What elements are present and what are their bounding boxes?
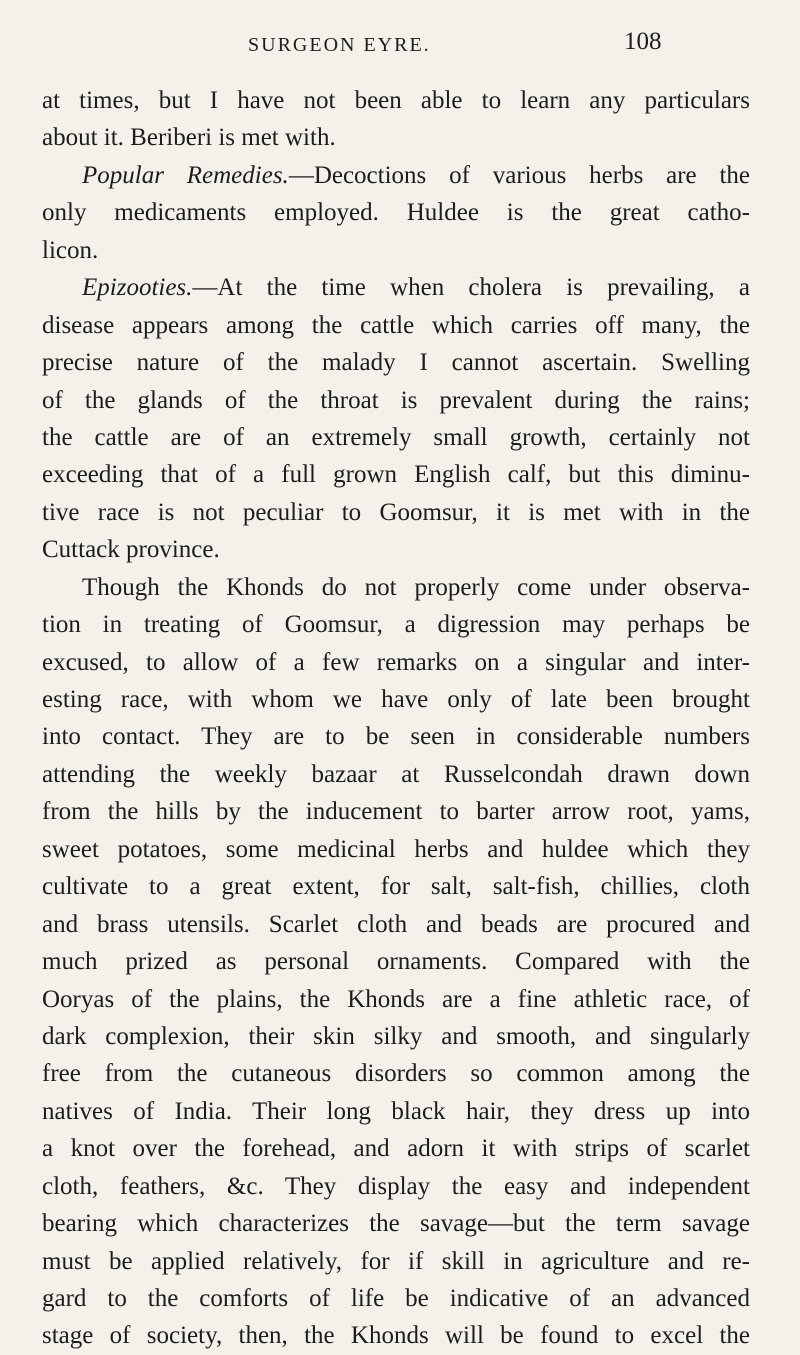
line-text: about it. Beriberi is met with.	[42, 124, 336, 152]
line-text: —At the time when cholera is prevailing, a	[192, 274, 750, 302]
text-line	[42, 943, 750, 980]
line-text: bearing which characterizes the savage—but the term savage	[42, 1210, 750, 1238]
text-line	[42, 1055, 750, 1092]
text-line	[42, 793, 750, 830]
section-heading: Popular Remedies.	[82, 161, 289, 189]
text-line	[42, 1243, 750, 1280]
text-line	[42, 606, 750, 643]
text-line	[42, 119, 750, 156]
line-text: stage of society, then, the Khonds will be found to excel the	[42, 1322, 750, 1350]
line-text: attending the weekly bazaar at Russelcondah drawn down	[42, 760, 750, 788]
text-line	[42, 82, 750, 119]
line-text: a knot over the forehead, and adorn it with strips of scarlet	[42, 1135, 750, 1163]
text-line	[42, 494, 750, 531]
line-text: much prized as personal ornaments. Compared with the	[42, 948, 750, 976]
text-line	[42, 681, 750, 718]
text-line	[42, 831, 750, 868]
text-line	[42, 981, 750, 1018]
line-text: Ooryas of the plains, the Khonds are a fine athletic race, of	[42, 985, 750, 1013]
page-number: 108	[624, 28, 662, 55]
text-line	[42, 1018, 750, 1055]
line-text: must be applied relatively, for if skill in agriculture and re-	[42, 1247, 750, 1275]
line-text: of the glands of the throat is prevalent during the rains;	[42, 386, 750, 414]
text-line	[42, 269, 750, 306]
text-line	[42, 868, 750, 905]
line-text: Though the Khonds do not properly come under observa-	[82, 573, 750, 601]
line-text: sweet potatoes, some medicinal herbs and huldee which they	[42, 835, 750, 863]
text-line	[42, 1130, 750, 1167]
line-text: —Decoctions of various herbs are the	[288, 161, 750, 189]
line-text: excused, to allow of a few remarks on a singular and inter-	[42, 648, 750, 676]
text-line	[42, 157, 750, 194]
text-line	[42, 1280, 750, 1317]
text-line	[42, 344, 750, 381]
text-line	[42, 644, 750, 681]
section-heading: Epizooties.	[82, 274, 193, 302]
text-line	[42, 1317, 750, 1354]
line-text: cultivate to a great extent, for salt, salt-fish, chillies, cloth	[42, 873, 750, 901]
text-line	[42, 756, 750, 793]
text-line	[42, 1205, 750, 1242]
line-text: gard to the comforts of life be indicative of an advanced	[42, 1285, 750, 1312]
running-title: SURGEON EYRE.	[248, 34, 431, 56]
running-header	[0, 28, 800, 68]
line-text: only medicaments employed. Huldee is the great catho-	[42, 199, 750, 227]
line-text: exceeding that of a full grown English calf, but this diminu-	[42, 461, 750, 489]
line-text: the cattle are of an extremely small growth, certainly not	[42, 423, 750, 451]
text-line	[42, 906, 750, 943]
line-text: at times, but I have not been able to learn any particulars	[42, 87, 750, 114]
text-line	[42, 456, 750, 493]
line-text: cloth, feathers, &c. They display the easy and independent	[42, 1172, 750, 1200]
line-text: and brass utensils. Scarlet cloth and beads are procured and	[42, 910, 750, 938]
line-text: precise nature of the malady I cannot ascertain. Swelling	[42, 349, 750, 377]
text-line	[42, 569, 750, 606]
text-line	[42, 718, 750, 755]
text-line	[42, 194, 750, 231]
text-line	[42, 531, 750, 568]
line-text: Cuttack province.	[42, 536, 220, 564]
text-line	[42, 419, 750, 456]
body-text	[42, 82, 750, 1355]
line-text: esting race, with whom we have only of late been brought	[42, 686, 750, 713]
line-text: from the hills by the inducement to barter arrow root, yams,	[42, 798, 750, 826]
text-line	[42, 1093, 750, 1130]
text-line	[42, 307, 750, 344]
line-text: dark complexion, their skin silky and smooth, and singularly	[42, 1022, 750, 1050]
line-text: natives of India. Their long black hair, they dress up into	[42, 1097, 750, 1125]
line-text: tive race is not peculiar to Goomsur, it is met with in the	[42, 498, 750, 526]
text-line	[42, 382, 750, 419]
line-text: tion in treating of Goomsur, a digression may perhaps be	[42, 611, 750, 639]
line-text: licon.	[42, 236, 99, 264]
line-text: free from the cutaneous disorders so common among the	[42, 1060, 750, 1088]
text-line	[42, 1168, 750, 1205]
line-text: into contact. They are to be seen in considerable numbers	[42, 723, 750, 751]
line-text: disease appears among the cattle which carries off many, the	[42, 311, 750, 339]
text-line	[42, 232, 750, 269]
